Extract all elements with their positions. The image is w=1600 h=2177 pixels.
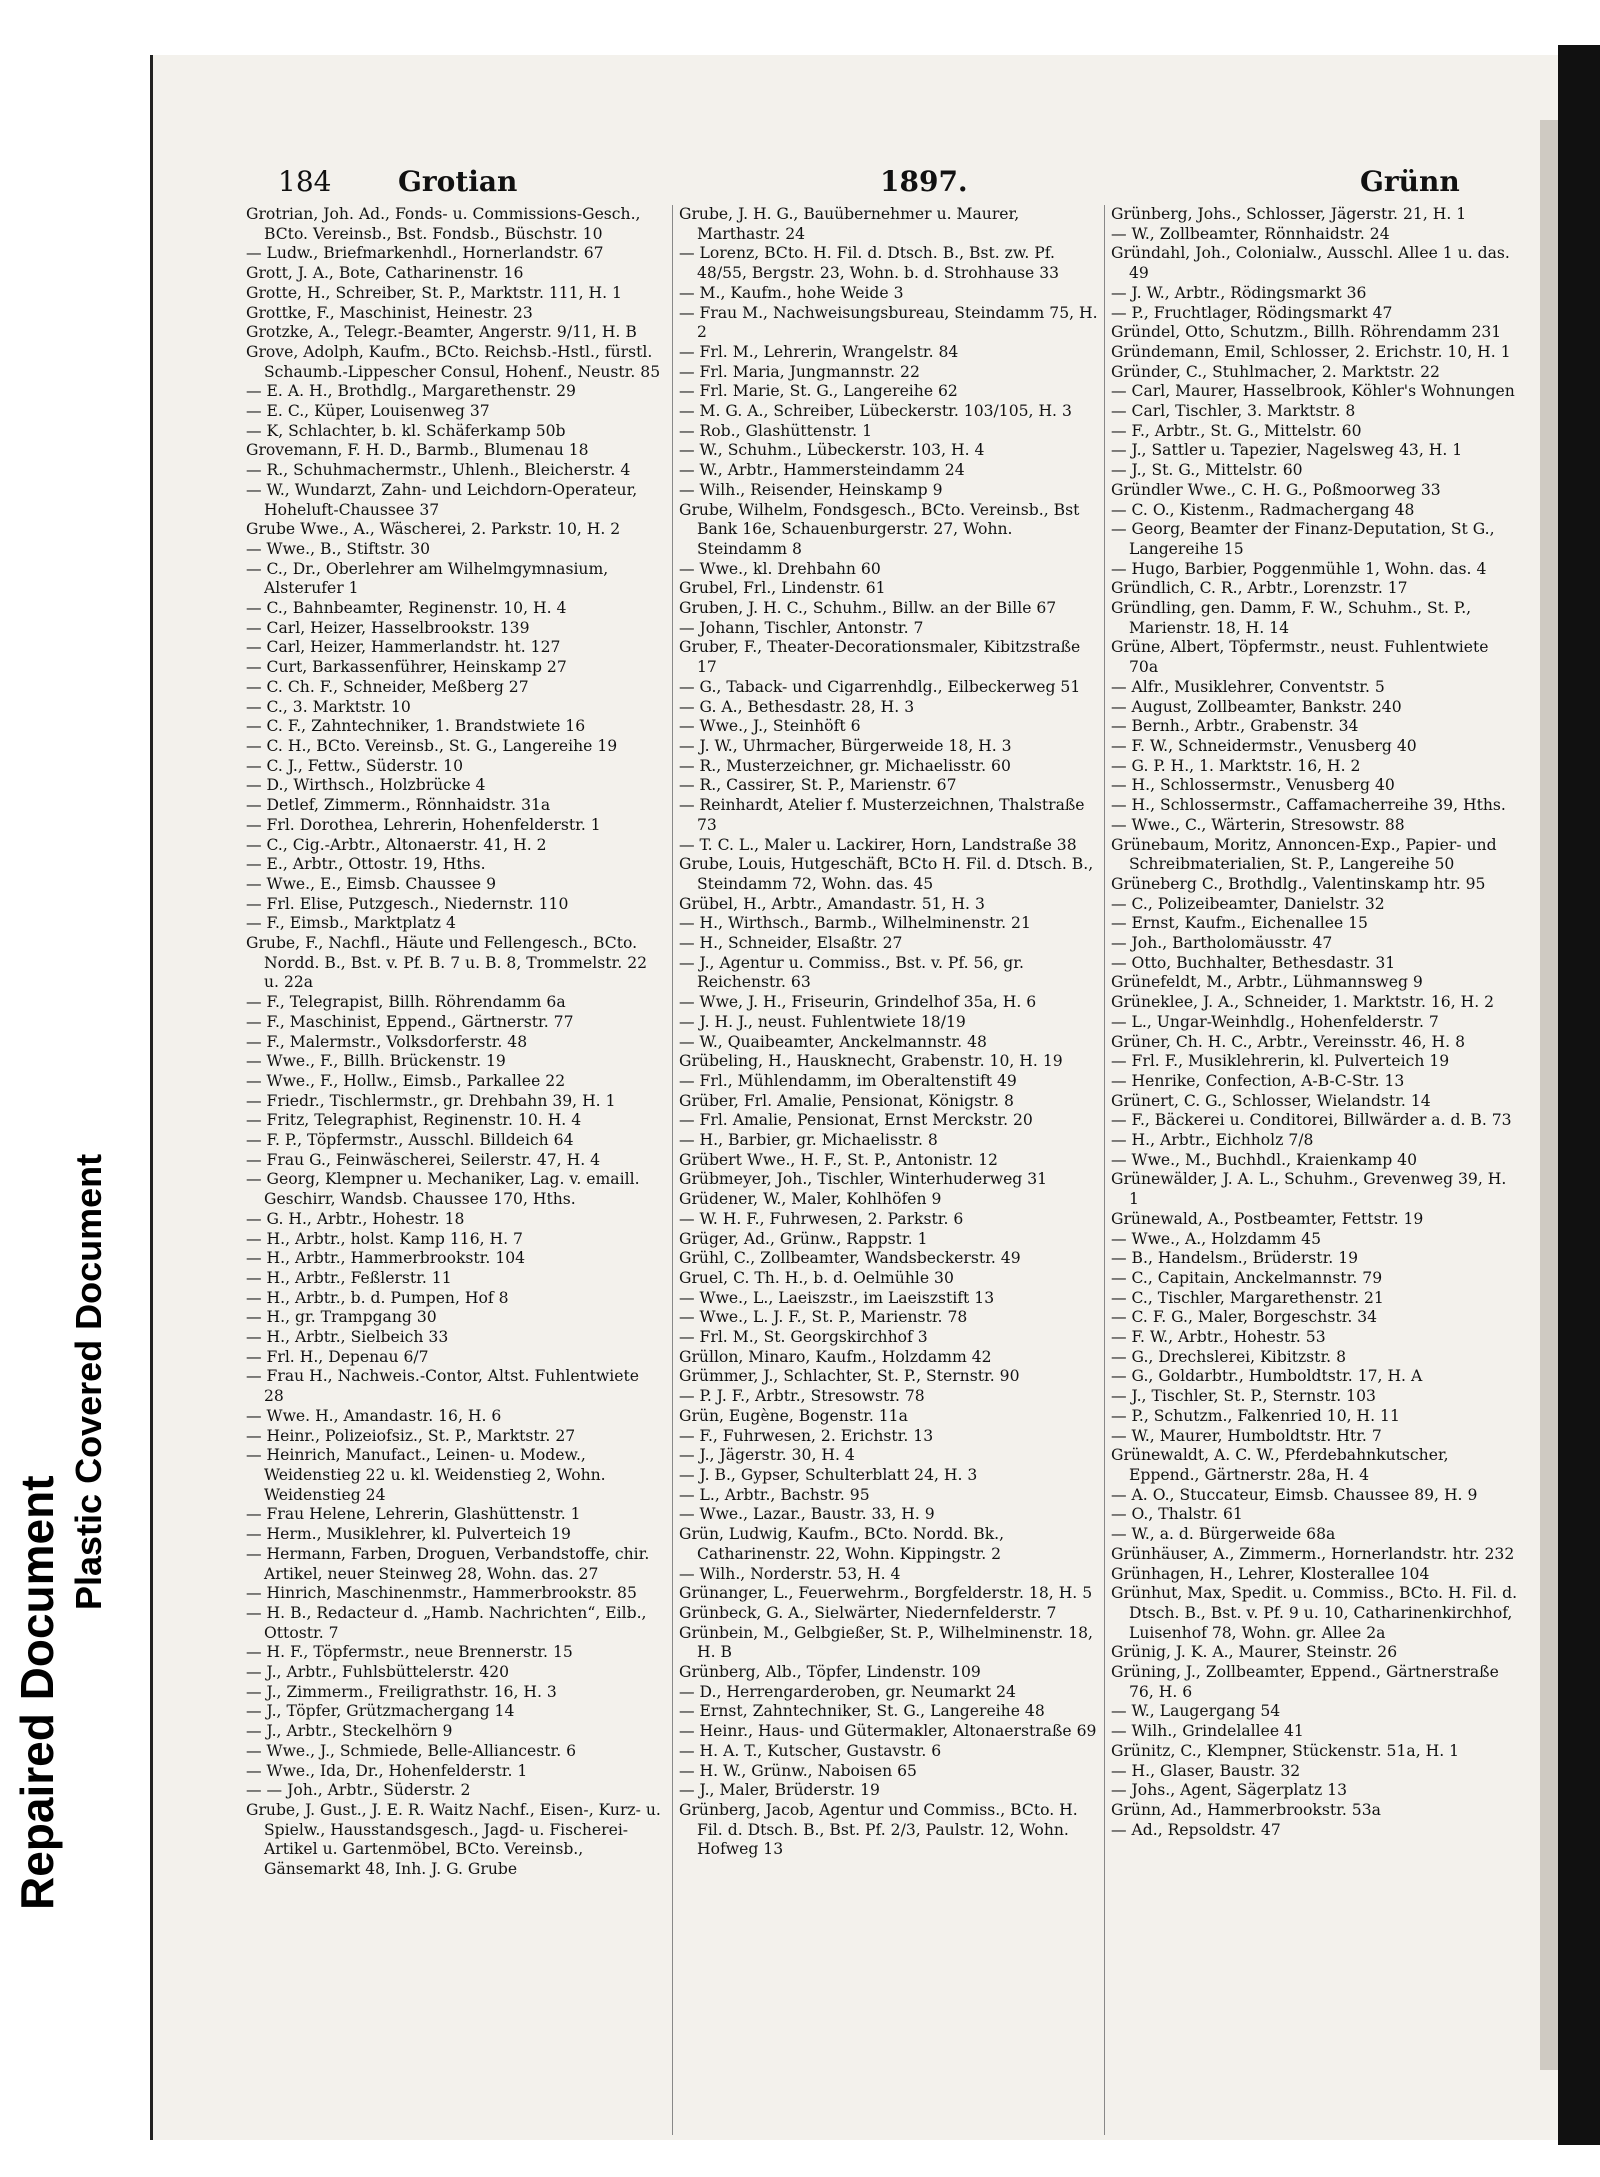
directory-entry: — J., Tischler, St. P., Sternstr. 103	[1111, 1387, 1376, 1406]
directory-entry: — Hinrich, Maschinenmstr., Hammerbrookstr. 85	[246, 1584, 637, 1603]
directory-entry: Grove, Adolph, Kaufm., BCto. Reichsb.-Hstl., fürstl. Schaumb.-Lippescher Consul, Hohenf., Neustr. 85	[246, 342, 661, 381]
directory-entry: — Frl. M., Lehrerin, Wrangelstr. 84	[679, 342, 959, 361]
directory-entry: Grünberg, Alb., Töpfer, Lindenstr. 109	[679, 1663, 981, 1682]
directory-entry: — Hugo, Barbier, Poggenmühle 1, Wohn. das. 4	[1111, 559, 1487, 578]
directory-entry: — Heinr., Polizeiofsiz., St. P., Marktstr. 27	[246, 1426, 576, 1445]
directory-entry: — Wwe., E., Eimsb. Chaussee 9	[246, 874, 496, 893]
directory-entry: — H., Arbtr., Sielbeich 33	[246, 1328, 449, 1347]
directory-entry: Grube, F., Nachfl., Häute und Fellengesch., BCto. Nordd. B., Bst. v. Pf. B. 7 u. B. 8, Trommelstr. 22 u. 22a	[246, 934, 648, 992]
directory-entry: — G. P. H., 1. Marktstr. 16, H. 2	[1111, 756, 1361, 775]
directory-entry: Grünefeldt, M., Arbtr., Lühmannsweg 9	[1111, 973, 1423, 992]
directory-entry: — Herm., Musiklehrer, kl. Pulverteich 19	[246, 1525, 571, 1544]
directory-entry: — Carl, Heizer, Hasselbrookstr. 139	[246, 618, 530, 637]
header-year: 1897.	[880, 165, 968, 198]
directory-entry: — D., Wirthsch., Holzbrücke 4	[246, 776, 486, 795]
directory-entry: — W. H. F., Fuhrwesen, 2. Parkstr. 6	[679, 1209, 964, 1228]
directory-entry: — H., Arbtr., Hammerbrookstr. 104	[246, 1249, 526, 1268]
directory-entry: — O., Thalstr. 61	[1111, 1505, 1243, 1524]
directory-entry: Grüner, Ch. H. C., Arbtr., Vereinsstr. 46, H. 8	[1111, 1032, 1465, 1051]
directory-entry: — Carl, Heizer, Hammerlandstr. ht. 127	[246, 638, 561, 657]
directory-entry: Grünebaum, Moritz, Annoncen-Exp., Papier- und Schreibmaterialien, St. P., Langereihe 50	[1111, 835, 1497, 874]
directory-entry: Grünberg, Johs., Schlosser, Jägerstr. 21, H. 1	[1111, 205, 1467, 223]
directory-entry: — R., Schuhmachermstr., Uhlenh., Bleicherstr. 4	[246, 461, 631, 480]
directory-entry: — F., Bäckerei u. Conditorei, Billwärder a. d. B. 73	[1111, 1111, 1512, 1130]
directory-entry: — Johann, Tischler, Antonstr. 7	[679, 618, 924, 637]
side-stamp	[0, 560, 140, 1960]
directory-entry: — Detlef, Zimmerm., Rönnhaidstr. 31a	[246, 796, 551, 815]
directory-entry: Grüber, Frl. Amalie, Pensionat, Königstr. 8	[679, 1091, 1014, 1110]
directory-entry: — H., Barbier, gr. Michaelisstr. 8	[679, 1131, 938, 1150]
directory-entry: — C., 3. Marktstr. 10	[246, 697, 411, 716]
directory-entry: — Wwe., B., Stiftstr. 30	[246, 539, 431, 558]
directory-entry: — J., St. G., Mittelstr. 60	[1111, 461, 1303, 480]
directory-entry: Gründemann, Emil, Schlosser, 2. Erichstr. 10, H. 1	[1111, 342, 1511, 361]
directory-entry: — H., Arbtr., Eichholz 7/8	[1111, 1131, 1314, 1150]
directory-entry: Grube, J. H. G., Bauübernehmer u. Maurer, Marthastr. 24	[679, 205, 1020, 243]
directory-entry: Grüger, Ad., Grünw., Rappstr. 1	[679, 1229, 928, 1248]
directory-entry: Grube, Wilhelm, Fondsgesch., BCto. Vereinsb., Bst Bank 16e, Schauenburgerstr. 27, Wohn. Steindamm 8	[679, 500, 1080, 558]
directory-entry: — L., Ungar-Weinhdlg., Hohenfelderstr. 7	[1111, 1012, 1439, 1031]
directory-entry: — H., gr. Trampgang 30	[246, 1308, 437, 1327]
directory-entry: — Rob., Glashüttenstr. 1	[679, 421, 873, 440]
directory-entry: Grünewaldt, A. C. W., Pferdebahnkutscher, Eppend., Gärtnerstr. 28a, H. 4	[1111, 1446, 1449, 1484]
column-1	[246, 205, 662, 2135]
directory-entry: Grübeling, H., Hausknecht, Grabenstr. 10, H. 19	[679, 1052, 1063, 1071]
directory-entry: — C., Tischler, Margarethenstr. 21	[1111, 1288, 1384, 1307]
directory-entry: — Frl. H., Depenau 6/7	[246, 1347, 429, 1366]
directory-entry: — J., Töpfer, Grützmachergang 14	[246, 1702, 515, 1721]
directory-entry: — A. O., Stuccateur, Eimsb. Chaussee 89, H. 9	[1111, 1485, 1478, 1504]
directory-entry: — Wilh., Reisender, Heinskamp 9	[679, 480, 943, 499]
directory-entry: — Wwe., A., Holzdamm 45	[1111, 1229, 1321, 1248]
directory-entry: — H., Arbtr., b. d. Pumpen, Hof 8	[246, 1288, 509, 1307]
directory-entry: — J. B., Gypser, Schulterblatt 24, H. 3	[679, 1466, 978, 1484]
directory-entry: — G. A., Bethesdastr. 28, H. 3	[679, 697, 915, 716]
directory-entry: — F. W., Arbtr., Hohestr. 53	[1111, 1328, 1326, 1347]
header-right-word: Grünn	[1360, 165, 1460, 198]
directory-entry: Grotte, H., Schreiber, St. P., Marktstr. 111, H. 1	[246, 283, 622, 302]
directory-entry: Gruel, C. Th. H., b. d. Oelmühle 30	[679, 1268, 954, 1287]
directory-entry: — E. A. H., Brothdlg., Margarethenstr. 29	[246, 382, 576, 401]
side-label-plastic: Plastic Covered Document	[68, 1153, 109, 1610]
directory-entry: — C. O., Kistenm., Radmachergang 48	[1111, 500, 1415, 519]
directory-entry: Grünn, Ad., Hammerbrookstr. 53a	[1111, 1800, 1381, 1819]
directory-entry: — K, Schlachter, b. kl. Schäferkamp 50b	[246, 421, 566, 440]
directory-entry: — R., Musterzeichner, gr. Michaelisstr. 60	[679, 756, 1011, 775]
directory-entry: — G., Taback- und Cigarrenhdlg., Eilbeckerweg 51	[679, 677, 1081, 696]
directory-entry: — J., Zimmerm., Freiligrathstr. 16, H. 3	[246, 1682, 557, 1701]
directory-entry: — J., Arbtr., Fuhlsbüttelerstr. 420	[246, 1663, 510, 1682]
directory-entry: — W., Maurer, Humboldtstr. Htr. 7	[1111, 1426, 1382, 1445]
directory-entry: Grübel, H., Arbtr., Amandastr. 51, H. 3	[679, 894, 985, 913]
directory-entry: — H. W., Grünw., Naboisen 65	[679, 1761, 917, 1780]
directory-entry: — C. F. G., Maler, Borgeschstr. 34	[1111, 1308, 1378, 1327]
page-edge-strip	[1540, 120, 1558, 2070]
directory-entry: — F., Eimsb., Marktplatz 4	[246, 914, 456, 933]
directory-entry: — Wwe., F., Billh. Brückenstr. 19	[246, 1052, 506, 1071]
directory-entry: Gruber, F., Theater-Decorationsmaler, Kibitzstraße 17	[679, 638, 1081, 677]
page-header	[270, 165, 1600, 205]
directory-entry: — Lorenz, BCto. H. Fil. d. Dtsch. B., Bst. zw. Pf. 48/55, Bergstr. 23, Wohn. b. d. Strohhause 33	[679, 244, 1060, 283]
directory-entry: — Wwe., L., Laeiszstr., im Laeiszstift 13	[679, 1288, 995, 1307]
directory-entry: — W., Zollbeamter, Rönnhaidstr. 24	[1111, 224, 1390, 243]
directory-entry: Grünbeck, G. A., Sielwärter, Niedernfelderstr. 7	[679, 1603, 1057, 1622]
directory-entry: — J., Arbtr., Steckelhörn 9	[246, 1722, 453, 1741]
directory-entry: Grünberg, Jacob, Agentur und Commiss., BCto. H. Fil. d. Dtsch. B., Bst. Pf. 2/3, Paulstr. 12, Wohn. Hofweg 13	[679, 1800, 1078, 1859]
directory-entry: — H., Schneider, Elsaßtr. 27	[679, 934, 903, 953]
directory-entry: Grovemann, F. H. D., Barmb., Blumenau 18	[246, 441, 589, 460]
directory-entry: — P., Fruchtlager, Rödingsmarkt 47	[1111, 303, 1393, 322]
directory-entry: — P., Schutzm., Falkenried 10, H. 11	[1111, 1406, 1400, 1425]
directory-entry: — G. H., Arbtr., Hohestr. 18	[246, 1209, 465, 1228]
directory-entry: — Frl. Maria, Jungmannstr. 22	[679, 362, 920, 381]
directory-entry: — W., Quaibeamter, Anckelmannstr. 48	[679, 1032, 987, 1051]
directory-entry: — C., Capitain, Anckelmannstr. 79	[1111, 1268, 1383, 1287]
directory-entry: — Ad., Repsoldstr. 47	[1111, 1820, 1281, 1839]
directory-entry: — Georg, Klempner u. Mechaniker, Lag. v. emaill. Geschirr, Wandsb. Chaussee 170, Hths.	[246, 1170, 640, 1209]
directory-entry: — Wwe., C., Wärterin, Stresowstr. 88	[1111, 815, 1405, 834]
directory-entry: — B., Handelsm., Brüderstr. 19	[1111, 1249, 1359, 1268]
directory-entry: — Wwe., J., Steinhöft 6	[679, 717, 861, 736]
directory-entry: Grube, Louis, Hutgeschäft, BCto H. Fil. d. Dtsch. B., Steindamm 72, Wohn. das. 45	[679, 855, 1094, 893]
directory-entry: — Frl. Dorothea, Lehrerin, Hohenfelderstr. 1	[246, 815, 601, 834]
directory-entry: — C., Dr., Oberlehrer am Wilhelmgymnasium, Alsterufer 1	[246, 559, 609, 598]
directory-entry: — C., Polizeibeamter, Danielstr. 32	[1111, 894, 1385, 913]
directory-entry: — Ernst, Zahntechniker, St. G., Langereihe 48	[679, 1702, 1045, 1721]
directory-entry: — Wwe., M., Buchhdl., Kraienkamp 40	[1111, 1150, 1417, 1169]
directory-entry: Grünhäuser, A., Zimmerm., Hornerlandstr. htr. 232	[1111, 1544, 1515, 1563]
directory-entry: — Wwe., Ida, Dr., Hohenfelderstr. 1	[246, 1761, 528, 1780]
directory-entry: — Friedr., Tischlermstr., gr. Drehbahn 39, H. 1	[246, 1091, 616, 1110]
directory-entry: — Frau Helene, Lehrerin, Glashüttenstr. 1	[246, 1505, 581, 1524]
directory-entry: — H. A. T., Kutscher, Gustavstr. 6	[679, 1741, 942, 1760]
directory-entry: — Wwe., Lazar., Baustr. 33, H. 9	[679, 1505, 935, 1524]
directory-entry: — Heinr., Haus- und Gütermakler, Altonaerstraße 69	[679, 1722, 1097, 1741]
directory-entry: Grüneklee, J. A., Schneider, 1. Marktstr. 16, H. 2	[1111, 993, 1495, 1012]
directory-entry: Grümmer, J., Schlachter, St. P., Sternstr. 90	[679, 1367, 1020, 1386]
directory-entry: — Frl., Mühlendamm, im Oberaltenstift 49	[679, 1071, 1017, 1090]
directory-entry: Grottke, F., Maschinist, Heinestr. 23	[246, 303, 533, 322]
directory-entry: — F. P., Töpfermstr., Ausschl. Billdeich 64	[246, 1131, 574, 1150]
directory-entry: — J. W., Uhrmacher, Bürgerweide 18, H. 3	[679, 736, 1012, 755]
directory-entry: — F., Malermstr., Volksdorferstr. 48	[246, 1032, 528, 1051]
directory-entry: Grün, Ludwig, Kaufm., BCto. Nordd. Bk., Catharinenstr. 22, Wohn. Kippingstr. 2	[679, 1525, 1005, 1563]
column-2	[672, 205, 1099, 2135]
directory-entry: — J., Maler, Brüderstr. 19	[679, 1781, 880, 1800]
directory-entry: Grünitz, C., Klempner, Stückenstr. 51a, H. 1	[1111, 1741, 1460, 1760]
directory-entry: — Frau M., Nachweisungsbureau, Steindamm 75, H. 2	[679, 303, 1098, 342]
directory-entry: Grube Wwe., A., Wäscherei, 2. Parkstr. 10, H. 2	[246, 520, 621, 539]
directory-entry: Grünanger, L., Feuerwehrm., Borgfelderstr. 18, H. 5	[679, 1584, 1093, 1603]
directory-entry: — Frl. F., Musiklehrerin, kl. Pulverteich 19	[1111, 1052, 1450, 1071]
directory-entry: — W., a. d. Bürgerweide 68a	[1111, 1525, 1336, 1544]
directory-entry: — P. J. F., Arbtr., Stresowstr. 78	[679, 1387, 925, 1406]
directory-entry: — Bernh., Arbtr., Grabenstr. 34	[1111, 717, 1359, 736]
directory-entry: — Wwe., J., Schmiede, Belle-Alliancestr. 6	[246, 1741, 577, 1760]
directory-entry: — M. G. A., Schreiber, Lübeckerstr. 103/105, H. 3	[679, 402, 1072, 421]
directory-entry: Gründel, Otto, Schutzm., Billh. Röhrendamm 231	[1111, 323, 1502, 342]
directory-entry: — J., Jägerstr. 30, H. 4	[679, 1446, 855, 1465]
directory-entry: Grotrian, Joh. Ad., Fonds- u. Commissions-Gesch., BCto. Vereinsb., Bst. Fondsb., Büschstr. 10	[246, 205, 641, 243]
directory-entry: Gründlich, C. R., Arbtr., Lorenzstr. 17	[1111, 579, 1408, 598]
directory-entry: Grünewälder, J. A. L., Schuhm., Grevenweg 39, H. 1	[1111, 1170, 1507, 1209]
directory-entry: — C. J., Fettw., Süderstr. 10	[246, 756, 464, 775]
directory-entry: — Fritz, Telegraphist, Reginenstr. 10. H. 4	[246, 1111, 582, 1130]
directory-entry: — R., Cassirer, St. P., Marienstr. 67	[679, 776, 957, 795]
directory-entry: Grünewald, A., Postbeamter, Fettstr. 19	[1111, 1209, 1424, 1228]
header-left-word: Grotian	[398, 165, 518, 198]
directory-entry: Grübert Wwe., H. F., St. P., Antonistr. 12	[679, 1150, 998, 1169]
directory-entry: — F. W., Schneidermstr., Venusberg 40	[1111, 736, 1417, 755]
directory-entry: — Ludw., Briefmarkenhdl., Hornerlandstr. 67	[246, 244, 604, 263]
directory-entry: — H., Wirthsch., Barmb., Wilhelminenstr. 21	[679, 914, 1031, 933]
directory-entry: — Frau G., Feinwäscherei, Seilerstr. 47, H. 4	[246, 1150, 601, 1169]
directory-entry: — W., Schuhm., Lübeckerstr. 103, H. 4	[679, 441, 985, 460]
directory-entry: Grüning, J., Zollbeamter, Eppend., Gärtnerstraße 76, H. 6	[1111, 1663, 1499, 1701]
directory-entry: — H. B., Redacteur d. „Hamb. Nachrichten“, Eilb., Ottostr. 7	[246, 1603, 647, 1642]
directory-entry: — F., Arbtr., St. G., Mittelstr. 60	[1111, 421, 1362, 440]
directory-entry: — Curt, Barkassenführer, Heinskamp 27	[246, 658, 567, 677]
page-number: 184	[278, 165, 332, 198]
directory-entry: — Heinrich, Manufact., Leinen- u. Modew., Weidenstieg 22 u. kl. Weidenstieg 2, Wohn. Weidenstieg 24	[246, 1446, 606, 1504]
directory-entry: Grünbein, M., Gelbgießer, St. P., Wilhelminenstr. 18, H. B	[679, 1623, 1094, 1662]
directory-entry: — E., Arbtr., Ottostr. 19, Hths.	[246, 855, 486, 874]
directory-entry: Grüllon, Minaro, Kaufm., Holzdamm 42	[679, 1347, 992, 1366]
directory-entry: — W., Wundarzt, Zahn- und Leichdorn-Operateur, Hoheluft-Chaussee 37	[246, 480, 638, 519]
directory-entry: — H., Schlossermstr., Caffamacherreihe 39, Hths.	[1111, 796, 1506, 815]
directory-entry: Gründler Wwe., C. H. G., Poßmoorweg 33	[1111, 480, 1441, 499]
directory-entry: Grünhagen, H., Lehrer, Klosterallee 104	[1111, 1564, 1430, 1583]
directory-entry: — C., Bahnbeamter, Reginenstr. 10, H. 4	[246, 599, 567, 618]
directory-entry: — F., Fuhrwesen, 2. Erichstr. 13	[679, 1426, 934, 1445]
directory-entry: — Wwe, J. H., Friseurin, Grindelhof 35a, H. 6	[679, 993, 1037, 1012]
directory-entry: — Joh., Bartholomäusstr. 47	[1111, 934, 1333, 953]
side-label-repaired: Repaired Document	[11, 1475, 63, 1910]
directory-entry: — F., Maschinist, Eppend., Gärtnerstr. 77	[246, 1012, 574, 1031]
directory-entry: Gründer, C., Stuhlmacher, 2. Marktstr. 22	[1111, 362, 1440, 381]
directory-entry: — J., Agentur u. Commiss., Bst. v. Pf. 56, gr. Reichenstr. 63	[679, 953, 1024, 992]
directory-entry: Gruben, J. H. C., Schuhm., Billw. an der Bille 67	[679, 599, 1057, 618]
directory-entry: Grott, J. A., Bote, Catharinenstr. 16	[246, 264, 524, 283]
directory-entry: Gründahl, Joh., Colonialw., Ausschl. Allee 1 u. das. 49	[1111, 244, 1510, 283]
directory-entry: — Wwe. H., Amandastr. 16, H. 6	[246, 1406, 502, 1425]
directory-entry: — Carl, Maurer, Hasselbrook, Köhler's Wohnungen	[1111, 382, 1515, 401]
directory-entry: — Wwe., F., Hollw., Eimsb., Parkallee 22	[246, 1071, 566, 1090]
directory-entry: — W., Laugergang 54	[1111, 1702, 1281, 1721]
directory-entry: Grübmeyer, Joh., Tischler, Winterhuderweg 31	[679, 1170, 1048, 1189]
directory-entry: — H., Arbtr., Feßlerstr. 11	[246, 1268, 452, 1287]
book-edge	[1558, 45, 1600, 2145]
directory-entry: — August, Zollbeamter, Bankstr. 240	[1111, 697, 1402, 716]
directory-entry: — W., Arbtr., Hammersteindamm 24	[679, 461, 965, 480]
directory-entry: Grün, Eugène, Bogenstr. 11a	[679, 1406, 908, 1425]
directory-entry: Grühl, C., Zollbeamter, Wandsbeckerstr. 49	[679, 1249, 1021, 1268]
directory-entry: — Otto, Buchhalter, Bethesdastr. 31	[1111, 953, 1396, 972]
directory-entry: — Frl. Elise, Putzgesch., Niedernstr. 110	[246, 894, 569, 913]
directory-entry: — C. H., BCto. Vereinsb., St. G., Langereihe 19	[246, 736, 618, 755]
column-3	[1104, 205, 1521, 2135]
directory-entry: — Wwe., L. J. F., St. P., Marienstr. 78	[679, 1308, 968, 1327]
directory-entry: — H., Schlossermstr., Venusberg 40	[1111, 776, 1395, 795]
directory-entry: Grüdener, W., Maler, Kohlhöfen 9	[679, 1190, 942, 1209]
directory-entry: — H. F., Töpfermstr., neue Brennerstr. 15	[246, 1643, 573, 1662]
directory-entry: — C. Ch. F., Schneider, Meßberg 27	[246, 677, 529, 696]
directory-entry: — F., Telegrapist, Billh. Röhrendamm 6a	[246, 993, 566, 1012]
directory-entry: Grüne, Albert, Töpfermstr., neust. Fuhlentwiete 70a	[1111, 638, 1489, 677]
directory-entry: — J. H. J., neust. Fuhlentwiete 18/19	[679, 1012, 966, 1031]
directory-entry: Grubel, Frl., Lindenstr. 61	[679, 579, 886, 598]
directory-entry: — C. F., Zahntechniker, 1. Brandstwiete 16	[246, 717, 586, 736]
directory-entry: — Reinhardt, Atelier f. Musterzeichnen, Thalstraße 73	[679, 796, 1085, 834]
directory-entry: Grotzke, A., Telegr.-Beamter, Angerstr. 9/11, H. B	[246, 323, 637, 342]
directory-entry: — Wwe., kl. Drehbahn 60	[679, 559, 881, 578]
directory-entry: — Frl. M., St. Georgskirchhof 3	[679, 1328, 928, 1347]
directory-entry: Grünig, J. K. A., Maurer, Steinstr. 26	[1111, 1643, 1398, 1662]
directory-entry: — H., Glaser, Baustr. 32	[1111, 1761, 1301, 1780]
directory-entry: — E. C., Küper, Louisenweg 37	[246, 402, 490, 421]
directory-entry: — G., Drechslerei, Kibitzstr. 8	[1111, 1347, 1347, 1366]
directory-entry: — H., Arbtr., holst. Kamp 116, H. 7	[246, 1229, 523, 1248]
directory-entry: — Frl. Amalie, Pensionat, Ernst Merckstr. 20	[679, 1111, 1033, 1130]
directory-entry: — Georg, Beamter der Finanz-Deputation, St G., Langereihe 15	[1111, 520, 1495, 558]
directory-entry: — Frau H., Nachweis.-Contor, Altst. Fuhlentwiete 28	[246, 1367, 639, 1406]
directory-entry: — Hermann, Farben, Droguen, Verbandstoffe, chir. Artikel, neuer Steinweg 28, Wohn. das. 27	[246, 1544, 650, 1583]
directory-entry: — Henrike, Confection, A-B-C-Str. 13	[1111, 1071, 1405, 1090]
directory-entry: — J., Sattler u. Tapezier, Nagelsweg 43, H. 1	[1111, 441, 1463, 460]
directory-entry: Grube, J. Gust., J. E. R. Waitz Nachf., Eisen-, Kurz- u. Spielw., Hausstandsgesch., Jagd- u. Fischerei-Artikel u. Gartenmöbel, BCto. Vereinsb., Gänsemarkt 48, Inh. J. G. Grube	[246, 1800, 661, 1879]
directory-entry: — M., Kaufm., hohe Weide 3	[679, 283, 904, 302]
directory-entry: Gründling, gen. Damm, F. W., Schuhm., St. P., Marienstr. 18, H. 14	[1111, 599, 1472, 637]
directory-entry: — T. C. L., Maler u. Lackirer, Horn, Landstraße 38	[679, 835, 1077, 854]
directory-entry: — Ernst, Kaufm., Eichenallee 15	[1111, 914, 1368, 933]
directory-entry: Grüneberg C., Brothdlg., Valentinskamp htr. 95	[1111, 874, 1486, 893]
directory-entry: — D., Herrengarderoben, gr. Neumarkt 24	[679, 1682, 1016, 1701]
directory-entry: — — Joh., Arbtr., Süderstr. 2	[246, 1781, 471, 1800]
directory-entry: — Johs., Agent, Sägerplatz 13	[1111, 1781, 1347, 1800]
directory-entry: — L., Arbtr., Bachstr. 95	[679, 1485, 870, 1504]
directory-entry: — Carl, Tischler, 3. Marktstr. 8	[1111, 402, 1356, 421]
directory-entry: — Frl. Marie, St. G., Langereihe 62	[679, 382, 958, 401]
directory-entry: Grünert, C. G., Schlosser, Wielandstr. 14	[1111, 1091, 1431, 1110]
directory-entry: — Alfr., Musiklehrer, Conventstr. 5	[1111, 677, 1385, 696]
directory-entry: — C., Cig.-Arbtr., Altonaerstr. 41, H. 2	[246, 835, 547, 854]
directory-entry: — Wilh., Norderstr. 53, H. 4	[679, 1564, 901, 1583]
directory-entry: — J. W., Arbtr., Rödingsmarkt 36	[1111, 283, 1367, 302]
directory-entry: — G., Goldarbtr., Humboldtstr. 17, H. A	[1111, 1367, 1423, 1386]
directory-entry: Grünhut, Max, Spedit. u. Commiss., BCto. H. Fil. d. Dtsch. B., Bst. v. Pf. 9 u. 10, Catharinenkirchhof, Luisenhof 78, Wohn. gr. Allee 2a	[1111, 1584, 1518, 1642]
directory-entry: — Wilh., Grindelallee 41	[1111, 1722, 1304, 1741]
